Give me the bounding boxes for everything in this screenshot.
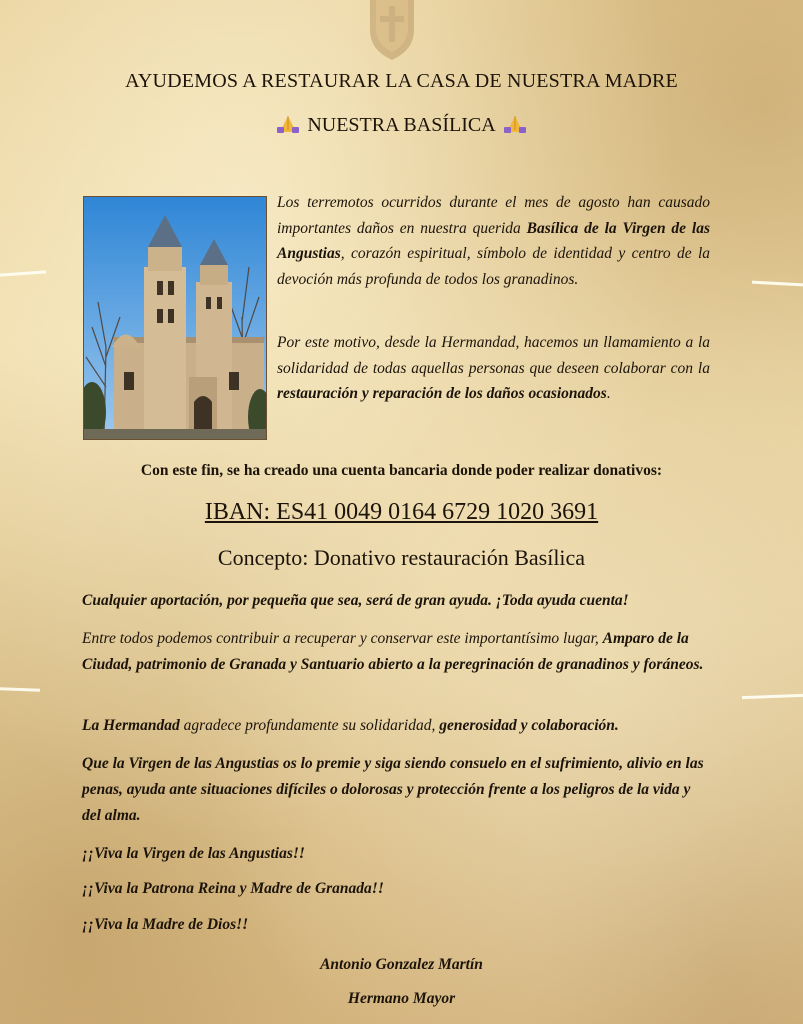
intro-p1-text-b: , corazón espiritual, símbolo de identidad y centro de la devoción más profunda de todos los granadinos. bbox=[277, 245, 710, 288]
signature-role: Hermano Mayor bbox=[347, 990, 456, 1007]
viva-line-1: ¡¡Viva la Virgen de las Angustias!! bbox=[82, 845, 305, 862]
thanks-hermandad: La Hermandad bbox=[82, 717, 180, 734]
intro-p2-restoration: restauración y reparación de los daños ocasionados bbox=[277, 385, 607, 402]
thanks-text: agradece profundamente su solidaridad, bbox=[179, 717, 440, 734]
basilica-photo bbox=[83, 196, 267, 440]
intro-p2-text-b: . bbox=[606, 385, 611, 402]
together-paragraph bbox=[82, 626, 712, 678]
thanks-line bbox=[82, 713, 712, 739]
thanks-bold: generosidad y colaboración. bbox=[439, 717, 619, 734]
account-intro: Con este fin, se ha creado una cuenta bancaria donde poder realizar donativos: bbox=[140, 462, 663, 479]
parchment-tear-right-lower bbox=[742, 694, 803, 699]
praying-hands-icon bbox=[502, 114, 528, 134]
parchment-tear-left-lower bbox=[0, 687, 40, 691]
page-title: AYUDEMOS A RESTAURAR LA CASA DE NUESTRA MADRE bbox=[125, 70, 678, 92]
page-subtitle bbox=[0, 114, 803, 137]
praying-hands-icon bbox=[275, 114, 301, 134]
viva-line-2: ¡¡Viva la Patrona Reina y Madre de Granada!! bbox=[82, 880, 384, 897]
subtitle-text: NUESTRA BASÍLICA bbox=[307, 114, 496, 136]
together-text: Entre todos podemos contribuir a recuperar y conservar este importantísimo lugar, bbox=[82, 630, 603, 647]
intro-paragraph-earthquake bbox=[277, 190, 710, 292]
intro-p2-text-a: Por este motivo, desde la Hermandad, hacemos un llamamiento a la solidaridad de todas aquellas personas que deseen colaborar con la bbox=[277, 334, 710, 377]
parchment-tear-left bbox=[0, 270, 46, 276]
blessing-paragraph: Que la Virgen de las Angustias os lo premie y siga siendo consuelo en el sufrimiento, alivio en las penas, ayuda ante situaciones difíciles o dolorosas y protección frente a los peligros de la vida y del alma. bbox=[82, 755, 704, 824]
basilica-illustration bbox=[84, 197, 266, 439]
iban-number: IBAN: ES41 0049 0164 6729 1020 3691 bbox=[204, 499, 599, 525]
parchment-tear-right bbox=[752, 281, 803, 287]
intro-p1-text-a: Los terremotos ocurridos durante el mes de agosto han causado importantes daños en nuestra querida bbox=[277, 194, 710, 237]
intro-paragraph-appeal bbox=[277, 330, 710, 407]
signature-name: Antonio Gonzalez Martín bbox=[320, 956, 483, 973]
intro-p1-basilica-name: Basílica de la Virgen de las Angustias bbox=[277, 219, 710, 262]
together-bold: Amparo de la Ciudad, patrimonio de Granada y Santuario abierto a la peregrinación de granadinos y foráneos. bbox=[82, 630, 704, 673]
donation-concept: Concepto: Donativo restauración Basílica bbox=[217, 545, 586, 570]
any-help-line: Cualquier aportación, por pequeña que sea, será de gran ayuda. ¡Toda ayuda cuenta! bbox=[82, 592, 629, 609]
viva-line-3: ¡¡Viva la Madre de Dios!! bbox=[82, 916, 249, 933]
brotherhood-crest-watermark bbox=[362, 0, 422, 62]
